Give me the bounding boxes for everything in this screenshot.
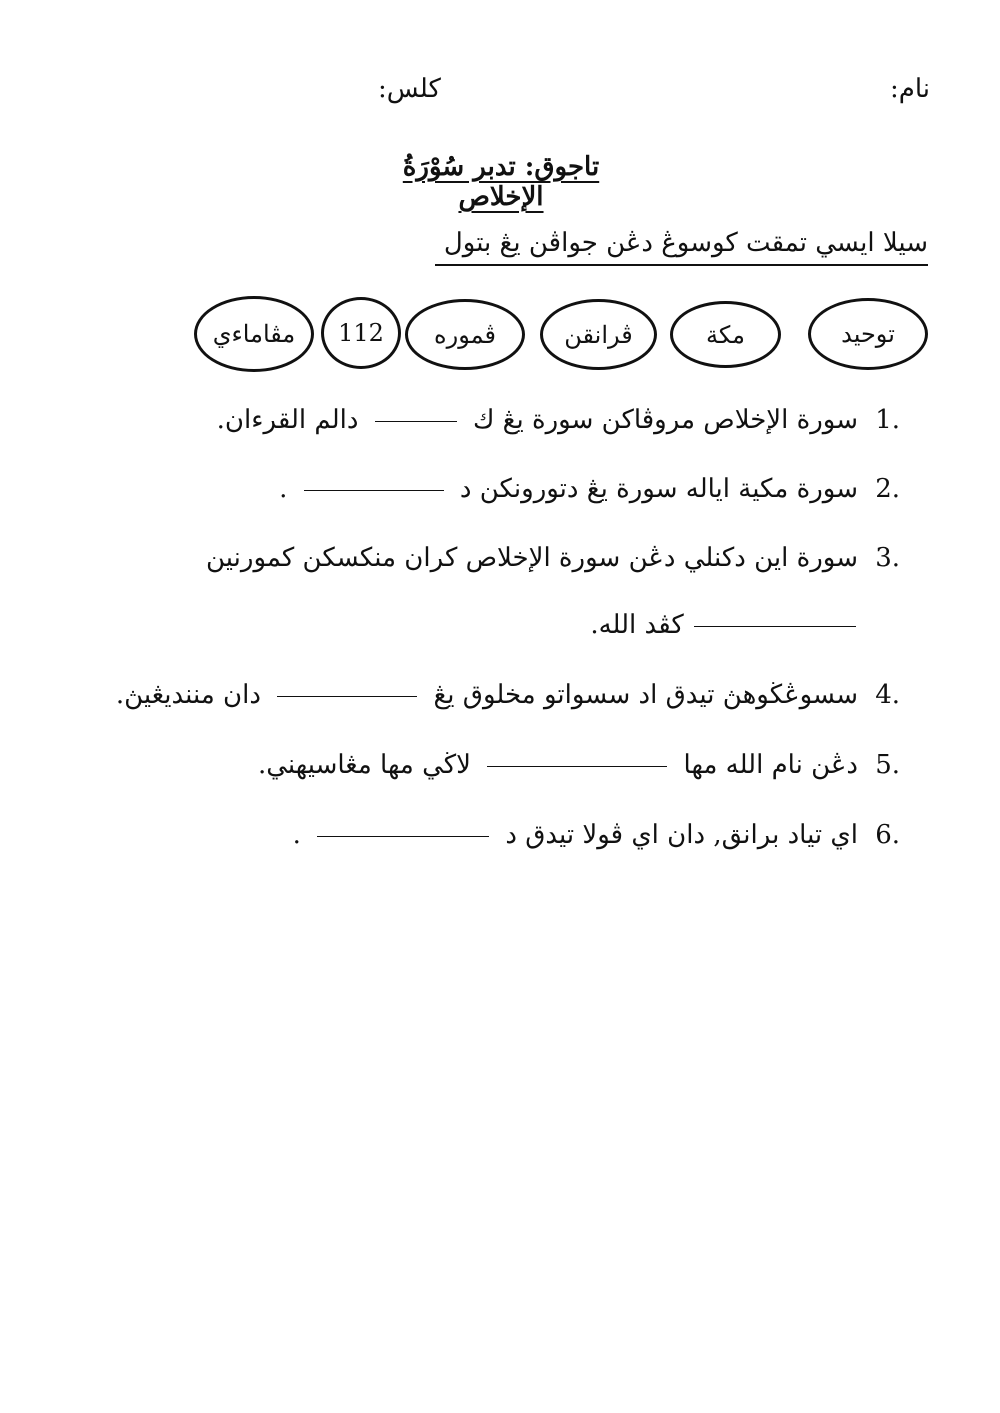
answer-blank[interactable] bbox=[304, 489, 444, 491]
question-number: 4. bbox=[875, 680, 900, 710]
instruction-text: سيلا ايسي تمقت كوسوڠ دڠن جواڤن يڠ بتول bbox=[435, 228, 928, 266]
question-number: 1. bbox=[875, 405, 900, 435]
question-text bbox=[217, 405, 858, 435]
question-text-after: كڤد الله. bbox=[590, 610, 684, 640]
question-text bbox=[293, 820, 858, 850]
word-bank-item[interactable]: 112 bbox=[321, 297, 401, 369]
question-text: سورة اين دكنلي دڠن سورة الإخلاص كران منكسكن كمورنين bbox=[206, 543, 858, 573]
answer-blank[interactable] bbox=[317, 835, 489, 837]
question-text-after: . bbox=[292, 820, 301, 850]
question-text-before: دڠن نام الله مها bbox=[683, 750, 858, 780]
word-bank-item[interactable]: توحيد bbox=[808, 298, 928, 370]
question-text-after: لاڬي مها مڠاسيهني. bbox=[257, 750, 471, 780]
word-bank-item[interactable]: مكة bbox=[670, 301, 781, 368]
class-label: كلس: bbox=[378, 74, 441, 104]
question-text-after: دان منندیڠيڽ. bbox=[115, 680, 261, 710]
question-text-before: سورة مكية اياله سورة يڠ دتورونكن د bbox=[459, 474, 858, 504]
answer-blank[interactable] bbox=[375, 420, 457, 422]
answer-blank[interactable] bbox=[277, 695, 417, 697]
question-text bbox=[116, 680, 858, 710]
answer-blank[interactable] bbox=[694, 625, 856, 627]
word-bank-item[interactable]: ڤرانقن bbox=[540, 299, 657, 370]
question-text-after: دالم القرءان. bbox=[216, 405, 359, 435]
worksheet-title: تاجوق: تدبر سُوْرَةُ الإخلاص bbox=[402, 152, 600, 212]
question-text-before: سسوڠڬوهڽ تيدق اد سسواتو مخلوق يڠ bbox=[433, 680, 858, 710]
word-bank-item[interactable]: مڤاماءي bbox=[194, 296, 314, 372]
word-bank-item[interactable]: ڤموره bbox=[405, 299, 525, 370]
question-number: 3. bbox=[875, 543, 900, 573]
question-text-after: . bbox=[279, 474, 288, 504]
question-number: 6. bbox=[875, 820, 900, 850]
name-label: نام: bbox=[889, 74, 930, 104]
question-text bbox=[258, 750, 858, 780]
answer-blank[interactable] bbox=[487, 765, 667, 767]
question-number: 2. bbox=[875, 474, 900, 504]
question-number: 5. bbox=[875, 750, 900, 780]
question-text-before: اي تياد برانق, دان اي ڤولا تيدق د bbox=[505, 820, 858, 850]
question-text bbox=[279, 474, 858, 504]
question-text-line2 bbox=[590, 610, 858, 640]
question-text-before: سورة الإخلاص مروڤاكن سورة يڠ ك bbox=[472, 405, 858, 435]
